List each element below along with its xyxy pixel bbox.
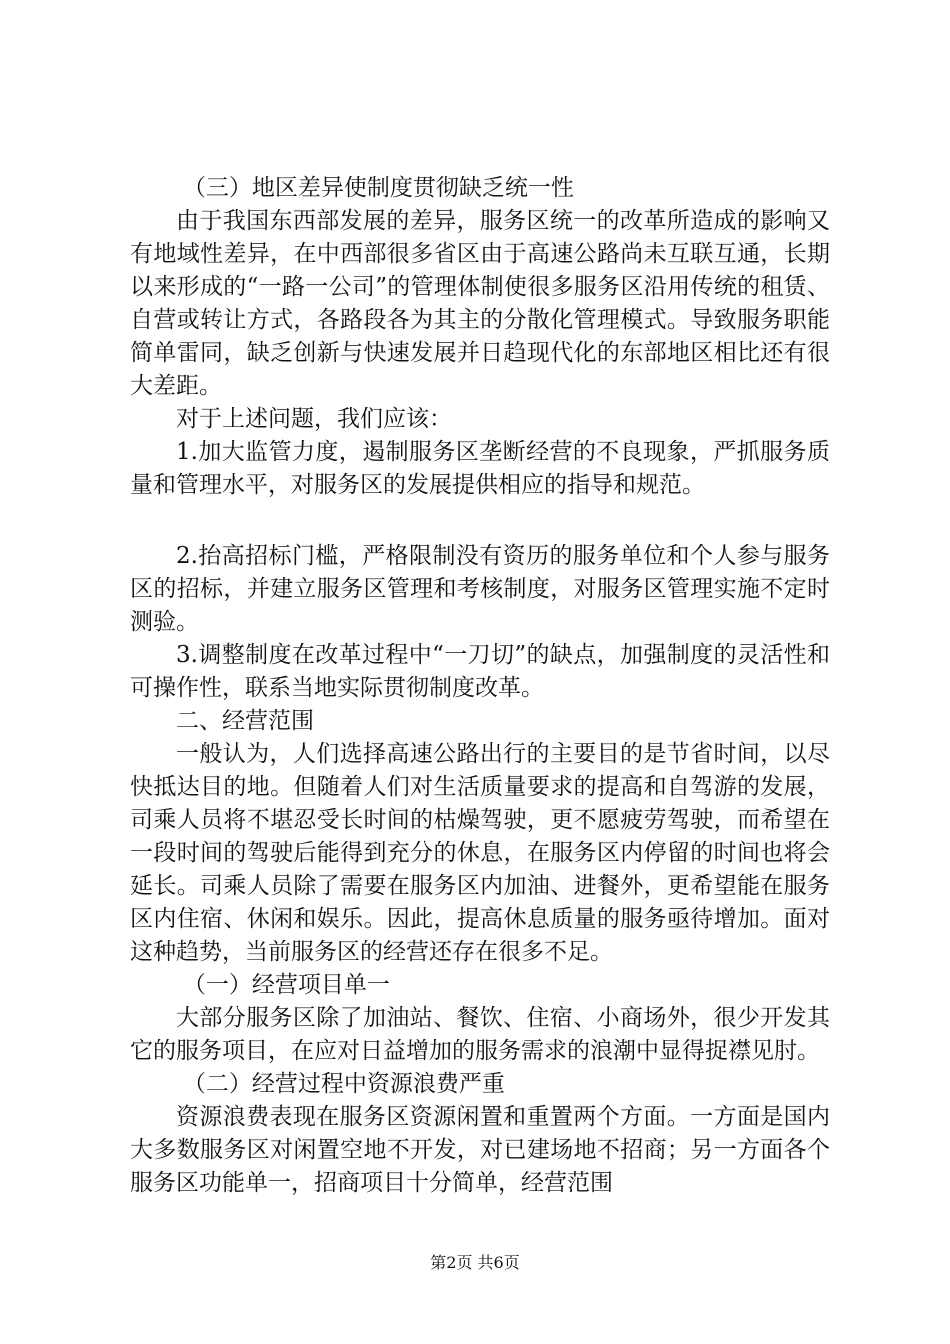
- section-heading: 二、经营范围: [176, 708, 314, 734]
- paragraph: 资源浪费表现在服务区资源闲置和重置两个方面。一方面是国内大多数服务区对闲置空地不开发，对已建场地不招商；另一方面各个服务区功能单一，招商项目十分简单，经营范围: [130, 1104, 830, 1196]
- list-item: 1.加大监管力度，遏制服务区垄断经营的不良现象，严抓服务质量和管理水平，对服务区的发展提供相应的指导和规范。: [130, 439, 830, 498]
- list-item: 2.抬高招标门槛，严格限制没有资历的服务单位和个人参与服务区的招标，并建立服务区管理和考核制度，对服务区管理实施不定时测验。: [130, 543, 830, 635]
- page-number: 第2页 共6页: [430, 1253, 520, 1272]
- section-heading: （一）经营项目单一: [182, 972, 390, 998]
- paragraph: 大部分服务区除了加油站、餐饮、住宿、小商场外，很少开发其它的服务项目，在应对日益增加的服务需求的浪潮中显得捉襟见肘。: [130, 1005, 830, 1064]
- section-heading: （二）经营过程中资源浪费严重: [182, 1071, 505, 1097]
- paragraph: 由于我国东西部发展的差异，服务区统一的改革所造成的影响又有地域性差异，在中西部很多省区由于高速公路尚未互联互通，长期以来形成的“一路一公司”的管理体制使很多服务区沿用传统的租赁、自营或转让方式，各路段各为其主的分散化管理模式。导致服务职能简单雷同，缺乏创新与快速发展并日趋现代化的东部地区相比还有很大差距。: [130, 208, 830, 399]
- paragraph: 一般认为，人们选择高速公路出行的主要目的是节省时间，以尽快抵达目的地。但随着人们对生活质量要求的提高和自驾游的发展，司乘人员将不堪忍受长时间的枯燥驾驶，更不愿疲劳驾驶，而希望在一段时间的驾驶后能得到充分的休息，在服务区内停留的时间也将会延长。司乘人员除了需要在服务区内加油、进餐外，更希望能在服务区内住宿、休闲和娱乐。因此，提高休息质量的服务亟待增加。面对这种趋势，当前服务区的经营还存在很多不足。: [130, 741, 830, 965]
- list-item: 3.调整制度在改革过程中“一刀切”的缺点，加强制度的灵活性和可操作性，联系当地实际贯彻制度改革。: [130, 642, 830, 701]
- section-heading: （三）地区差异使制度贯彻缺乏统一性: [182, 175, 574, 201]
- document-body: [130, 172, 830, 1200]
- paragraph: 对于上述问题，我们应该：: [176, 406, 452, 432]
